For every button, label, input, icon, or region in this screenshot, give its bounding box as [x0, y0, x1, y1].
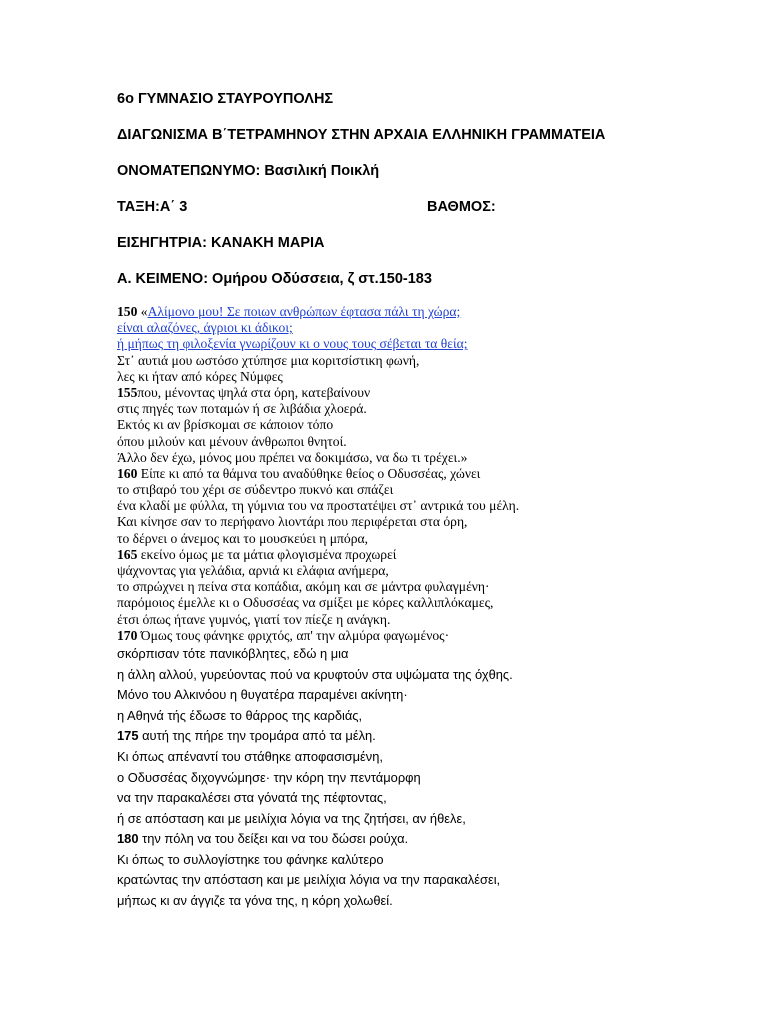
verse-line: η Αθηνά τής έδωσε το θάρρος της καρδιάς, — [117, 707, 363, 723]
verse-line: το σπρώχνει η πείνα στα κοπάδια, ακόμη και σε μάντρα φυλαγμένη· — [117, 579, 490, 595]
verse-line-155 — [117, 385, 737, 401]
verse-link-text[interactable]: είναι αλαζόνες, άγριοι κι άδικοι; — [117, 320, 293, 336]
verse-line-160 — [117, 466, 737, 482]
verse-line-175 — [117, 726, 737, 747]
quote-mark: « — [137, 304, 148, 319]
verse-line — [117, 336, 737, 352]
verse-line: ο Οδυσσέας διχογνώμησε· την κόρη την πεντάμορφη — [117, 769, 421, 785]
verse-line: ή σε απόσταση και με μειλίχια λόγια να της ζητήσει, αν ήθελε, — [117, 810, 466, 826]
verse-line: Εκτός κι αν βρίσκομαι σε κάποιον τόπο — [117, 417, 334, 433]
verse-line: κρατώντας την απόσταση και με μειλίχια λόγια να την παρακαλέσει, — [117, 872, 501, 888]
verse-line: μήπως κι αν άγγιζε τα γόνα της, η κόρη χολωθεί. — [117, 893, 393, 909]
verse-number: 165 — [117, 546, 138, 562]
verse-line: το δέρνει ο άνεμος και το μουσκεύει η μπόρα, — [117, 530, 369, 546]
class-label: ΤΑΞΗ:Α΄ 3 — [117, 199, 188, 215]
exam-title: ΔΙΑΓΩΝΙΣΜΑ Β΄ΤΕΤΡΑΜΗΝΟΥ ΣΤΗΝ ΑΡΧΑΙΑ ΕΛΛΗΝΙΚΗ ΓΡΑΜΜΑΤΕΙΑ — [117, 127, 606, 143]
verse-text: που, μένοντας ψηλά στα όρη, κατεβαίνουν — [137, 384, 371, 400]
verse-text: εκείνο όμως με τα μάτια φλογισμένα προχωρεί — [137, 546, 397, 562]
verse-text: Όμως τους φάνηκε φριχτός, απ' την αλμύρα φαγωμένος· — [137, 627, 450, 643]
verse-number: 150 — [117, 304, 138, 319]
verse-line: το στιβαρό του χέρι σε σύδεντρο πυκνό και σπάζει — [117, 482, 394, 498]
verse-number: 170 — [117, 627, 138, 643]
verse-link-text[interactable]: Αλίμονο μου! Σε ποιων ανθρώπων έφτασα πάλι τη χώρα; — [147, 304, 461, 319]
verse-line: στις πηγές των ποταμών ή σε λιβάδια χλοερά. — [117, 401, 367, 417]
verse-line: Στ᾽ αυτιά μου ωστόσο χτύπησε μια κοριτσίστικη φωνή, — [117, 352, 420, 368]
verse-line: ένα κλαδί με φύλλα, τη γύμνια του να προστατέψει στ᾽ αντρικά του μέλη. — [117, 498, 520, 514]
verse-line-150 — [117, 304, 737, 320]
verse-line: Κι όπως απέναντί του στάθηκε αποφασισμένη, — [117, 748, 384, 764]
verse-number: 175 — [117, 728, 139, 744]
verse-line-165 — [117, 547, 737, 563]
verse-line: η άλλη αλλού, γυρεύοντας πού να κρυφτούν στα υψώματα της όχθης. — [117, 666, 513, 682]
verse-line: Και κίνησε σαν το περήφανο λιοντάρι που περιφέρεται στα όρη, — [117, 514, 468, 530]
verse-number: 155 — [117, 384, 138, 400]
class-grade-row — [117, 198, 496, 216]
verse-line — [117, 320, 737, 336]
verse-line: σκόρπισαν τότε πανικόβλητες, εδώ η μια — [117, 645, 349, 661]
verse-line: παρόμοιος έμελλε κι ο Οδυσσέας να σμίξει με κόρες καλλιπλόκαμες, — [117, 595, 494, 611]
school-name: 6ο ΓΥΜΝΑΣΙΟ ΣΤΑΥΡΟΥΠΟΛΗΣ — [117, 91, 334, 107]
verse-line: Μόνο του Αλκινόου η θυγατέρα παραμένει ακίνητη· — [117, 687, 408, 703]
verse-line: όπου μιλούν και μένουν άνθρωποι θνητοί. — [117, 433, 347, 449]
verse-number: 160 — [117, 465, 138, 481]
grade-label: ΒΑΘΜΟΣ: — [427, 199, 496, 215]
verse-text: Είπε κι από τα θάμνα του αναδύθηκε θείος ο Οδυσσέας, χώνει — [137, 465, 481, 481]
verse-line: να την παρακαλέσει στα γόνατά της πέφτοντας, — [117, 790, 387, 806]
section-title: Α. ΚΕΙΜΕΝΟ: Ομήρου Οδύσσεια, ζ στ.150-183 — [117, 271, 432, 287]
verse-link-text[interactable]: ή μήπως τη φιλοξενία γνωρίζουν κι ο νους τους σέβεται τα θεία; — [117, 336, 468, 352]
verse-number: 180 — [117, 831, 139, 847]
verse-text: αυτή της πήρε την τρομάρα από τα μέλη. — [138, 728, 376, 744]
verse-line: Άλλο δεν έχω, μόνος μου πρέπει να δοκιμάσω, να δω τι τρέχει.» — [117, 449, 468, 465]
student-name-line: ΟΝΟΜΑΤΕΠΩΝΥΜΟ: Βασιλική Ποικλή — [117, 163, 380, 179]
verse-text: την πόλη να του δείξει και να του δώσει ρούχα. — [138, 831, 409, 847]
poem-text — [117, 304, 737, 912]
teacher-line: ΕΙΣΗΓΗΤΡΙΑ: ΚΑΝΑΚΗ ΜΑΡΙΑ — [117, 235, 325, 251]
verse-line: Κι όπως το συλλογίστηκε του φάνηκε καλύτερο — [117, 851, 384, 867]
verse-line: λες κι ήταν από κόρες Νύμφες — [117, 368, 283, 384]
verse-line-170 — [117, 628, 737, 644]
verse-line: έτσι όπως ήτανε γυμνός, γιατί τον πίεζε η ανάγκη. — [117, 611, 391, 627]
verse-line: ψάχνοντας για γελάδια, αρνιά κι ελάφια ανήμερα, — [117, 563, 389, 578]
verse-line-180 — [117, 829, 737, 850]
